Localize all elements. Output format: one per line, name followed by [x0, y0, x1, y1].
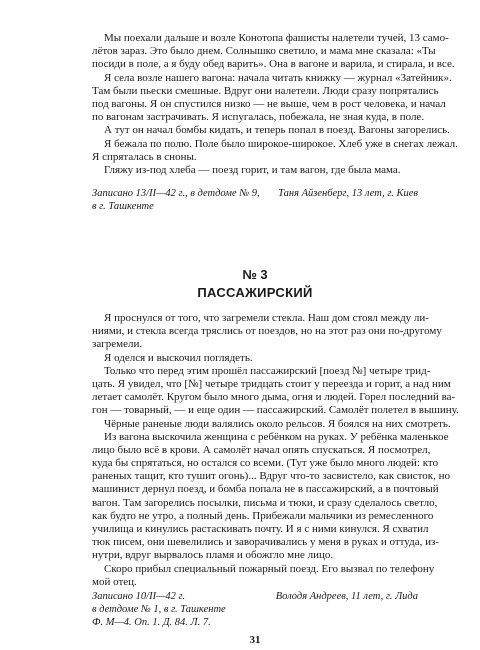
text-line: Я села возле нашего вагона: начала читать книжку — журнал «Затейник».	[104, 71, 452, 84]
text-line: вагон. Там загорелись посылки, письма и тюки, и сразу сделалось светло,	[92, 496, 438, 509]
story1-record-place: в г. Ташкенте	[92, 201, 154, 212]
text-line: цать. Я увидел, что [№] четыре тридцать стоит у переезда и горит, а над ним	[92, 377, 451, 390]
text-line: Я бежала по полю. Поле было широкое-широкое. Хлеб уже в снегах лежал.	[104, 137, 458, 150]
text-line: Из вагона выскочила женщина с ребёнком на руках. У ребёнка маленькое	[104, 430, 449, 443]
story-title: ПАССАЖИРСКИЙ	[197, 285, 313, 300]
story2-record-date: Записано 10/II—42 г.	[92, 591, 186, 602]
text-line: Чёрные раненые люди валялись около рельсов. Я боялся на них смотреть.	[104, 417, 451, 430]
text-line: Только что перед этим прошёл пассажирский [поезд №] четыре трид-	[104, 364, 431, 377]
page-number: 31	[249, 634, 261, 646]
story1-author: Таня Айзенберг, 13 лет, г. Киев	[278, 188, 418, 199]
text-line: А тут он начал бомбы кидать, и теперь попал в поезд. Вагоны загорелись.	[104, 124, 450, 137]
text-line: под вагоны. Я он спустился низко — не выше, чем в рост человека, и начал	[92, 97, 446, 110]
text-line: машинист дернул поезд, и бомба попала не в пассажирский, а в почтовый	[92, 483, 439, 496]
text-line: Я проснулся от того, что загремели стекла. Наш дом стоял между ли-	[104, 312, 429, 324]
text-line: лицо было всё в крови. А самолёт начал опять спускаться. Я посмотрел,	[92, 443, 431, 456]
text-line: Я спряталась в сноны.	[92, 150, 197, 163]
text-line: ниями, и стекла всегда тряслись от поездов, но на этот раз они по-другому	[92, 325, 442, 338]
story2-record-place: в детдоме № 1, в г. Ташкенте	[92, 604, 226, 615]
text-line: посиди в поле, а я буду обед варить». Она в вагоне и варила, и стирала, и все.	[92, 58, 455, 71]
text-line: Я оделся и выскочил поглядеть.	[104, 351, 253, 364]
text-line: мой отец.	[92, 575, 137, 588]
text-line: нутри, вдруг вырвалось пламя и обожгло мне лицо.	[92, 549, 334, 562]
text-line: как будто не утро, а полный день. Прибежали мальчики из ремесленного	[92, 509, 434, 522]
text-line: раненых тащит, кто тушит огонь)... Вдруг что-то засвистело, как свисток, но	[92, 470, 451, 483]
text-line: летает самолёт. Кругом было много дыма, огня и людей. Горел последний ва-	[92, 391, 456, 404]
text-line: лётов зараз. Это было днем. Солнышко светило, и мама мне сказала: «Ты	[92, 45, 436, 58]
story2-text	[92, 312, 459, 589]
text-line: загремели.	[92, 338, 143, 351]
story1-record-date: Записано 13/II—42 г., в детдоме № 9,	[92, 188, 260, 199]
text-line: гон — товарный, — и еще один — пассажирский. Самолёт полетел в вышину.	[92, 404, 459, 417]
story-number: № 3	[242, 267, 268, 282]
text-line: куда бы спрятаться, но остался со всеми. (Тут уже было много людей: кто	[92, 457, 439, 470]
story2-author: Володя Андреев, 11 лет, г. Лида	[275, 591, 418, 602]
archive-reference: Ф. М—4. Оп. 1. Д. 84. Л. 7.	[92, 617, 211, 628]
text-line: училища и кинулись растаскивать почту. И я с ними кинулся. Я схватил	[92, 523, 429, 535]
story1-text	[92, 32, 458, 177]
text-line: Скоро прибыл специальный пожарный поезд. Его вызвал по телефону	[104, 562, 435, 575]
text-line: по вагонам застрачивать. Я испугалась, побежала, не зная куда, в поле.	[92, 111, 425, 124]
text-line: тюк писем, они шевелились и заворачивались у меня в руках и оттуда, из-	[92, 536, 439, 549]
text-line: Гляжу из-под хлеба — поезд горит, и там вагон, где была мама.	[104, 163, 401, 176]
text-line: Мы поехали дальше и возле Конотопа фашисты налетели тучей, 13 само-	[104, 32, 449, 44]
text-line: Там были пьески смешные. Вдруг они налетели. Люди сразу попрятались	[92, 84, 439, 97]
